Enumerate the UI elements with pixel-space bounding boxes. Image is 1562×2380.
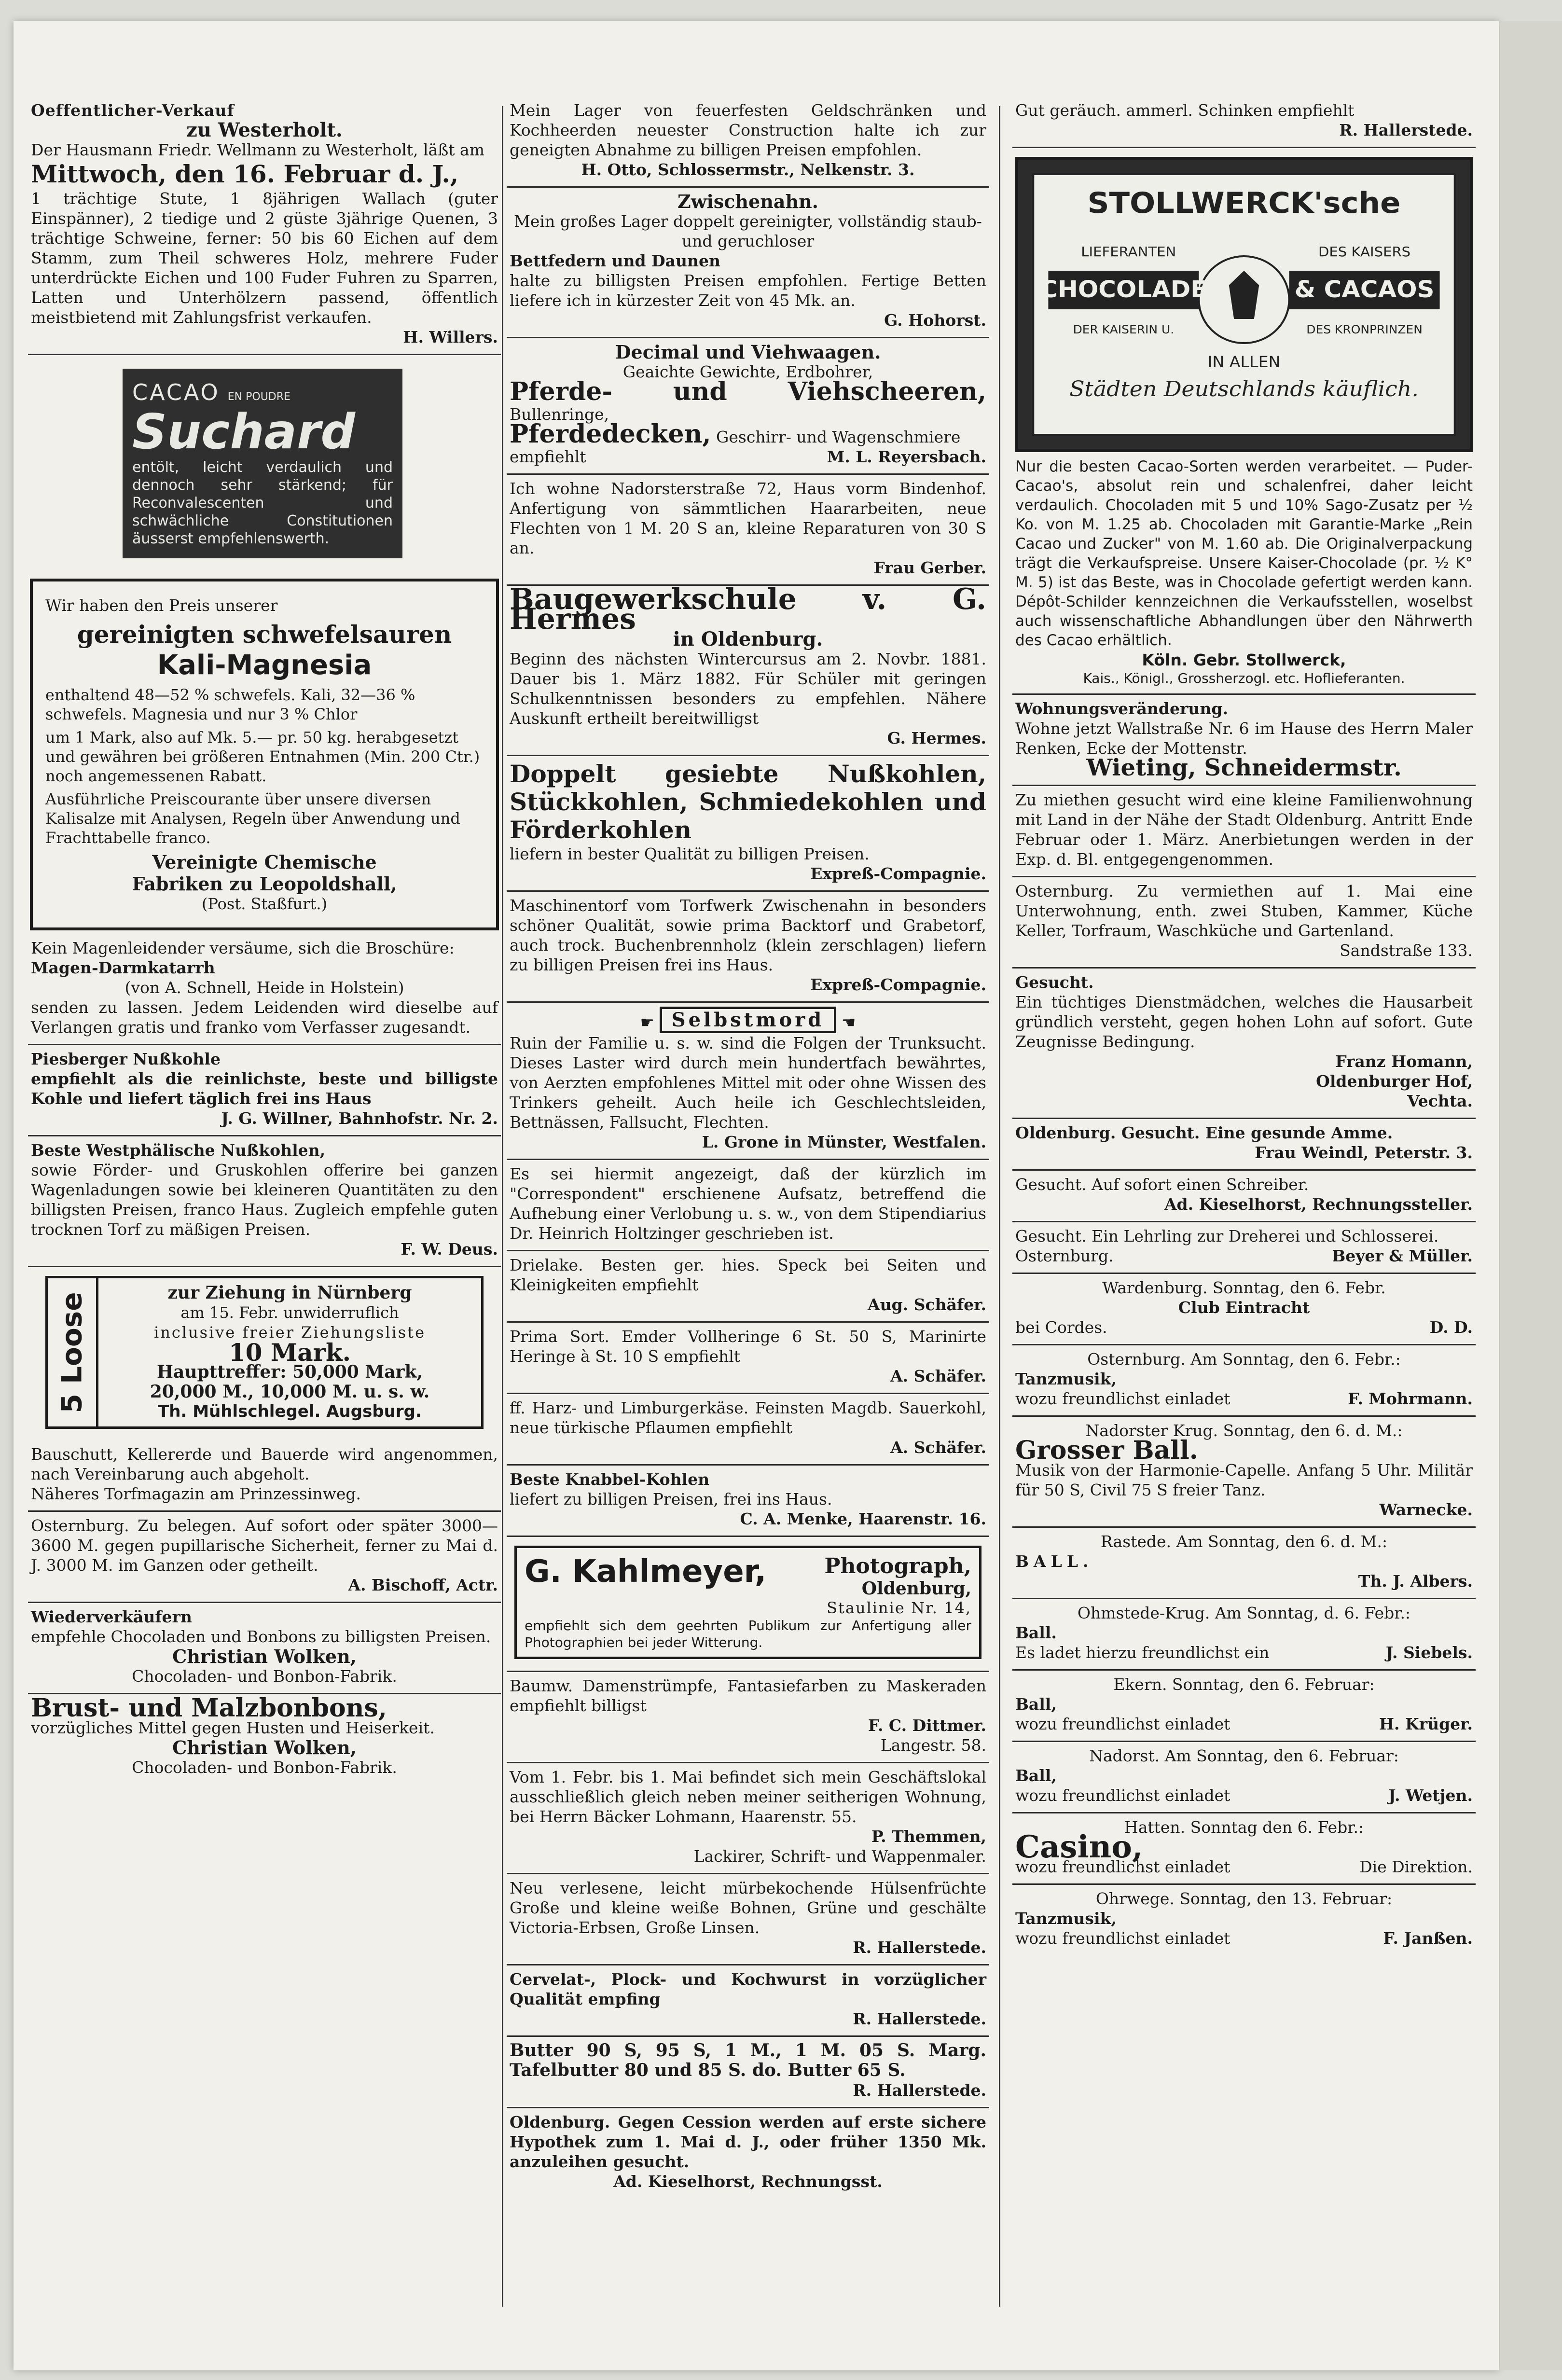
ad-text: Butter 90 S, 95 S, 1 M., 1 M. 05 S. Marg. Tafelbutter 80 und 85 S. do. Butter 65 S. — [510, 2040, 986, 2080]
ad-text: 1 trächtige Stute, 1 8jährigen Wallach (guter Einspänner), 2 tiedige und 2 güste 3jährige Quenen, 3 trächtige Schweine, ferner: 50 bis 60 Eichen auf dem Stamm, zum Theil schweres Holz, mehrere Fuder unterdrückte Eichen und 100 Fuder Fuhren zu Sparren, Latten und Unterhölzern passend, öffentlich meistbietend mit Zahlungsfrist verkaufen. — [31, 189, 498, 327]
ad-signature: G. Hermes. — [887, 729, 986, 747]
ad-loose — [28, 1267, 501, 1440]
ad-head: Ohmstede-Krug. Am Sonntag, d. 6. Febr.: — [1077, 1604, 1411, 1622]
ad-text: inclusive freier Ziehungsliste — [154, 1323, 426, 1342]
ad-text: Ich wohne Nadorsterstraße 72, Haus vorm Bindenhof. Anfertigung von sämmtlichen Haararbeiten, neue Flechten von 1 M. 20 S an, kleine Reparaturen von 30 S an. — [510, 479, 986, 557]
ad-signature: F. C. Dittmer. — [868, 1716, 986, 1735]
ad-title: G. Kahlmeyer, — [525, 1554, 767, 1590]
column-3 — [1012, 97, 1476, 1955]
ad-vermiethen — [1012, 877, 1476, 969]
ad-express-kohlen — [507, 756, 989, 892]
ad-ball-nadorst — [1012, 1742, 1476, 1813]
ad-signature: H. Otto, Schlossermstr., Nelkenstr. 3. — [581, 160, 915, 179]
ad-head: Nadorst. Am Sonntag, den 6. Februar: — [1089, 1746, 1399, 1765]
stollwerck-in-allen: IN ALLEN — [1207, 353, 1281, 371]
ad-text: empfehle Chocoladen und Bonbons zu billigsten Preisen. — [31, 1627, 491, 1646]
ad-title: Gesucht. — [1015, 973, 1094, 992]
ad-head: Osternburg. Am Sonntag, den 6. Febr.: — [1087, 1350, 1401, 1369]
ad-text: Osternburg. Zu vermiethen auf 1. Mai eine Unterwohnung, enth. zwei Stuben, Kammer, Küche Keller, Torfraum, Waschküche und Gartenland. — [1015, 882, 1473, 940]
ad-text: Lackirer, Schrift- und Wappenmaler. — [693, 1847, 986, 1866]
ad-text: Der Hausmann Friedr. Wellmann zu Westerholt, läßt am — [31, 140, 484, 159]
ad-signature: Chocoladen- und Bonbon-Fabrik. — [132, 1667, 397, 1686]
suchard-en-poudre: EN POUDRE — [227, 391, 290, 403]
ad-lehrling — [1012, 1222, 1476, 1274]
ad-osternburg — [28, 1512, 501, 1603]
ad-dittmer — [507, 1672, 989, 1763]
ad-head: Ohrwege. Sonntag, den 13. Februar: — [1095, 1889, 1393, 1908]
ad-text: Cervelat-, Plock- und Kochwurst in vorzüglicher Qualität empfing — [510, 1970, 986, 2008]
pointing-hand-icon: ☛ — [640, 1012, 655, 1032]
ad-title: Kali-Magnesia — [157, 650, 372, 681]
ad-hallerstede-2 — [507, 1965, 989, 2037]
ad-selbstmord — [507, 1003, 989, 1160]
ad-hallerstede-3 — [507, 2037, 989, 2108]
ad-signature: A. Bischoff, Actr. — [348, 1576, 498, 1594]
suchard-logo-block — [123, 369, 402, 558]
ad-text: liefert zu billigen Preisen, frei ins Haus. — [510, 1490, 832, 1508]
ad-signature: Ad. Kieselhorst, Rechnungssteller. — [1164, 1195, 1473, 1214]
ad-signature: Expreß-Compagnie. — [810, 864, 986, 883]
ad-title: Piesberger Nußkohle — [31, 1050, 221, 1068]
ad-grosser-ball — [1012, 1417, 1476, 1528]
ad-text: Staulinie Nr. 14, — [827, 1599, 971, 1617]
ad-text: Geschirr- und Wagenschmiere — [716, 428, 961, 446]
ad-title: Brust- und Malzbonbons, — [31, 1693, 387, 1723]
suchard-brand: Suchard — [132, 403, 356, 460]
ad-text: Oldenburg. Gegen Cession werden auf erste sichere Hypothek zum 1. Mai d. J., oder früher 1350 Mk. anzuleihen gesucht. — [510, 2113, 986, 2171]
ad-title: BALL. — [1015, 1552, 1093, 1571]
ad-miethen — [1012, 786, 1476, 877]
stollwerck-staedten: Städten Deutschlands käuflich. — [1069, 376, 1419, 401]
ad-signature: Christian Wolken, — [172, 1737, 357, 1758]
ad-gerber — [507, 475, 989, 586]
ad-text: Es sei hiermit angezeigt, daß der kürzlich im "Correspondent" erschienene Aufsatz, betreffend die Aufhebung einer Verlobung u. s. w., von dem Stipendiarius Dr. Heinrich Holtzinger geschrieben ist. — [510, 1164, 986, 1243]
ad-hallerstede-1 — [507, 1874, 989, 1965]
ad-firm: (Post. Staßfurt.) — [201, 895, 328, 913]
ad-text: Langestr. 58. — [880, 1736, 986, 1755]
ad-head: Ekern. Sonntag, den 6. Februar: — [1113, 1675, 1375, 1694]
ad-title: Beste Westphälische Nußkohlen, — [31, 1141, 326, 1160]
ad-signature: Köln. Gebr. Stollwerck, — [1142, 650, 1346, 669]
ad-signature: G. Hohorst. — [884, 311, 986, 330]
ad-signature: R. Hallerstede. — [853, 2081, 986, 2100]
ad-ball-ekern — [1012, 1671, 1476, 1742]
column-rule — [502, 106, 503, 2307]
ad-title: Ball. — [1015, 1623, 1057, 1642]
ad-title: Baugewerkschule v. G. Hermes — [510, 582, 986, 636]
ad-title: Pferde- und Viehscheeren, — [510, 377, 986, 406]
ad-text: zur Ziehung in Nürnberg — [167, 1283, 412, 1303]
ad-text: um 1 Mark, also auf Mk. 5.— pr. 50 kg. herabgesetzt und gewähren bei größeren Entnahmen (Min. 200 Ctr.) noch angemessenen Rabatt. — [45, 728, 480, 785]
ad-text: Ausführliche Preiscourante über unsere diversen Kalisalze mit Analysen, Regeln über Anwendung und Frachttabelle franco. — [45, 790, 460, 847]
ad-signature: R. Hallerstede. — [853, 1938, 986, 1957]
ad-gesucht — [1012, 969, 1476, 1119]
ad-westph — [28, 1136, 501, 1267]
ad-text: wozu freundlichst einladet — [1015, 1857, 1230, 1876]
ad-signature: J. G. Willner, Bahnhofstr. Nr. 2. — [221, 1109, 498, 1128]
ad-signature: Franz Homann, — [1335, 1052, 1473, 1071]
ad-signature: A. Schäfer. — [890, 1438, 986, 1457]
ad-title: Tanzmusik, — [1015, 1370, 1117, 1388]
ad-signature: C. A. Menke, Haarenstr. 16. — [740, 1509, 986, 1528]
ad-signature: P. Themmen, — [871, 1827, 986, 1846]
ad-text: Haupttreffer: 50,000 Mark, — [157, 1362, 423, 1382]
ad-schreiber — [1012, 1171, 1476, 1222]
stollwerck-cacaos: & CACAOS — [1294, 276, 1435, 303]
ad-text: Näheres Torfmagazin am Prinzessinweg. — [31, 1484, 361, 1503]
ad-title: Club Eintracht — [1178, 1298, 1310, 1317]
ad-bauschutt — [28, 1440, 501, 1512]
ad-themmen — [507, 1763, 989, 1874]
ad-text: Osternburg. — [1015, 1246, 1114, 1265]
ad-text: Prima Sort. Emder Vollheringe 6 St. 50 S, Marinirte Heringe à St. 10 S empfiehlt — [510, 1327, 986, 1366]
ad-text: Neu verlesene, leicht mürbekochende Hülsenfrüchte Große und kleine weiße Bohnen, Grüne und geschälte Victoria-Erbsen, Große Linsen. — [510, 1879, 986, 1937]
ad-text: Th. Mühlschlegel. Augsburg. — [158, 1402, 422, 1421]
ad-signature: H. Krüger. — [1379, 1715, 1473, 1733]
ad-text: wozu freundlichst einladet — [1015, 1929, 1230, 1948]
ad-text: Vom 1. Febr. bis 1. Mai befindet sich mein Geschäftslokal ausschließlich gleich neben meiner seitherigen Wohnung, bei Herrn Bäcker Lohmann, Haarenstr. 55. — [510, 1768, 986, 1826]
ad-signature: Aug. Schäfer. — [868, 1295, 986, 1314]
ad-text: Geaichte Gewichte, Erdbohrer, — [622, 362, 873, 381]
stollwerck-chocolade: CHOCOLADE — [1040, 276, 1207, 303]
ad-wiederverkaeufer — [28, 1603, 501, 1694]
ad-title: Wohnungsveränderung. — [1015, 699, 1228, 718]
ad-kieselhorst — [507, 2108, 989, 2198]
ad-head: Nadorster Krug. Sonntag, den 6. d. M.: — [1085, 1421, 1403, 1440]
ad-club-eintracht — [1012, 1274, 1476, 1345]
ad-stollwerck — [1012, 148, 1476, 695]
stollwerck-kaiserin: DER KAISERIN U. — [1073, 322, 1175, 336]
ad-text: Es ladet hierzu freundlichst ein — [1015, 1643, 1270, 1662]
stollwerck-emblem — [1018, 160, 1470, 449]
ad-title: Selbstmord — [660, 1007, 837, 1033]
suchard-text: entölt, leicht verdaulich und dennoch sehr stärkend; für Reconvalescenten und schwächliche Constitutionen äusserst empfehlenswerth. — [132, 459, 393, 547]
ad-title: Ball, — [1015, 1695, 1057, 1714]
ad-text: Oldenburg, — [861, 1578, 971, 1599]
ad-schinken — [1012, 97, 1476, 148]
ad-signature: Frau Gerber. — [873, 558, 986, 577]
ad-text: bei Cordes. — [1015, 1318, 1107, 1337]
ad-casino — [1012, 1813, 1476, 1885]
ad-text: enthaltend 48—52 % schwefels. Kali, 32—36 % schwefels. Magnesia und nur 3 % Chlor — [45, 686, 415, 723]
ad-amme — [1012, 1119, 1476, 1171]
ad-magen — [28, 934, 501, 1045]
ad-title: Ball, — [1015, 1766, 1057, 1785]
ad-signature: Die Direktion. — [1359, 1857, 1473, 1876]
ad-signature: R. Hallerstede. — [853, 2009, 986, 2028]
ad-signature: Oldenburger Hof, — [1316, 1072, 1473, 1091]
ad-text: Musik von der Harmonie-Capelle. Anfang 5 Uhr. Militär für 50 S, Civil 75 S freier Tanz. — [1015, 1461, 1473, 1499]
ad-firm: Vereinigte Chemische — [152, 851, 377, 873]
ad-public-sale — [28, 97, 501, 355]
ad-signature: Ad. Kieselhorst, Rechnungsst. — [613, 2172, 883, 2191]
ad-signature: Wieting, Schneidermstr. — [1086, 754, 1402, 781]
ad-tanzmusik-1 — [1012, 1345, 1476, 1417]
ad-subtitle: zu Westerholt. — [186, 119, 343, 141]
lottery-box — [45, 1276, 484, 1429]
ad-signature: L. Grone in Münster, Westfalen. — [702, 1133, 986, 1151]
ad-hermes — [507, 582, 989, 756]
ad-hohorst — [507, 188, 989, 338]
ad-signature: A. Schäfer. — [890, 1367, 986, 1385]
ad-text: vorzügliches Mittel gegen Husten und Heiserkeit. — [31, 1718, 435, 1737]
ad-text: Photograph, — [824, 1554, 971, 1578]
column-rule — [999, 106, 1000, 2307]
ad-text: Zu miethen gesucht wird eine kleine Familienwohnung mit Land in der Nähe der Stadt Oldenburg. Antritt Ende Februar oder 1. März. Anerbietungen werden in der Exp. d. Bl. entgegengenommen. — [1015, 790, 1473, 869]
ad-wieting — [1012, 695, 1476, 786]
ad-signature: F. Janßen. — [1383, 1929, 1473, 1948]
page-edge — [1500, 21, 1562, 2370]
ad-signature: Expreß-Compagnie. — [810, 975, 986, 994]
ad-text: Maschinentorf vom Torfwerk Zwischenahn in besonders schöner Qualität, sowie prima Backtorf und Grabetorf, auch trock. Buchenbrennholz (klein zerschlagen) liefern zu billigen Preisen frei ins Haus. — [510, 896, 986, 974]
ad-title: Grosser Ball. — [1015, 1436, 1198, 1465]
ad-signature: Frau Weindl, Peterstr. 3. — [1255, 1143, 1473, 1162]
ad-kali-magnesia — [30, 579, 499, 930]
ad-brust — [28, 1694, 501, 1784]
ad-text: Nur die besten Cacao-Sorten werden verarbeitet. — Puder-Cacao's, absolut rein und schalenfrei, daher leicht verdaulich. Chocoladen mit 5 und 10% Sago-Zusatz per ½ Ko. von M. 1.25 ab. Chocoladen mit Garantie-Marke „Rein Cacao und Zucker" von M. 1.60 ab. Die Originalverpackung trägt die Verkaufspreise. Unsere Kaiser-Chocolade (pr. ½ K° M. 5) ist das Beste, was in Chocolade gefertigt werden kann. Dépôt-Schilder kennzeichnen die Verkaufsstellen, woselbst auch wissenschaftliche Abhandlungen über den Nährwerth des Cacao erhältlich. — [1015, 458, 1473, 649]
ad-signature: F. Mohrmann. — [1348, 1389, 1473, 1408]
ad-text: Osternburg. Zu belegen. Auf sofort oder später 3000—3600 M. gegen pupillarische Sicherheit, ferner zu Mai d. J. 3000 M. im Ganzen oder getheilt. — [31, 1516, 498, 1575]
ad-title: Doppelt gesiebte Nußkohlen, Stückkohlen, Schmiedekohlen und Förderkohlen — [510, 760, 986, 844]
ad-head: Rastede. Am Sonntag, den 6. d. M.: — [1100, 1532, 1388, 1551]
ad-schaefer-heringe — [507, 1323, 989, 1394]
ad-text: senden zu lassen. Jedem Leidenden wird dieselbe auf Verlangen gratis und franko vom Verfasser zugesandt. — [31, 998, 498, 1037]
ad-text: am 15. Febr. unwiderruflich — [180, 1303, 399, 1322]
ad-title: Pferdedecken, — [510, 419, 711, 449]
ad-text: Oldenburg. Gesucht. Eine gesunde Amme. — [1015, 1123, 1393, 1142]
suchard-cacao: CACAO — [132, 379, 220, 405]
ad-signature: Christian Wolken, — [172, 1646, 357, 1667]
ad-menke — [507, 1466, 989, 1537]
ad-title: Magen-Darmkatarrh — [31, 958, 215, 977]
ad-text: wozu freundlichst einladet — [1015, 1715, 1230, 1733]
ad-text: Beginn des nächsten Wintercursus am 2. Novbr. 1881. Dauer bis 1. März 1882. Für Schüler mit geringen Schulkenntnissen besonders zu empfehlen. Nähere Auskunft ertheilt bereitwilligst — [510, 650, 986, 728]
stollwerck-logo — [1015, 157, 1473, 452]
ad-title: Oeffentlicher-Verkauf — [31, 101, 235, 120]
column-2 — [507, 97, 989, 2198]
ad-signature: J. Wetjen. — [1388, 1786, 1473, 1805]
ad-text: (von A. Schnell, Heide in Holstein) — [124, 978, 404, 997]
ad-title: Tanzmusik, — [1015, 1909, 1117, 1928]
ad-signature: Vechta. — [1407, 1092, 1473, 1110]
ad-text: Bullenringe, — [510, 405, 609, 424]
ad-kahlmeyer — [507, 1537, 989, 1672]
stollwerck-kaisers: DES KAISERS — [1318, 243, 1411, 260]
lottery-side-label: 5 Loose — [55, 1291, 88, 1413]
ad-text: liefern in bester Qualität zu billigen Preisen. — [510, 844, 870, 863]
ad-signature: Sandstraße 133. — [1340, 941, 1473, 960]
ad-signature: M. L. Reyersbach. — [827, 447, 986, 466]
ad-head: Decimal und Viehwaagen. — [615, 341, 881, 363]
ad-schaefer-kaese — [507, 1394, 989, 1466]
ad-head: Hatten. Sonntag den 6. Febr.: — [1124, 1818, 1364, 1837]
stollwerck-kronprinzen: DES KRONPRINZEN — [1306, 322, 1423, 336]
ad-firm: Fabriken zu Leopoldshall, — [132, 873, 397, 895]
ad-text: Gut geräuch. ammerl. Schinken empfiehlt — [1015, 101, 1355, 120]
ad-signature: Beyer & Müller. — [1332, 1246, 1473, 1265]
ad-text: Baumw. Damenstrümpfe, Fantasiefarben zu Maskeraden empfiehlt billigst — [510, 1676, 986, 1715]
ad-suchard — [28, 355, 501, 575]
ad-title: gereinigten schwefelsauren — [77, 620, 452, 649]
pointing-hand-icon: ☚ — [841, 1012, 856, 1032]
ad-signature: R. Hallerstede. — [1339, 121, 1473, 139]
ad-head: Wardenburg. Sonntag, den 6. Febr. — [1102, 1278, 1386, 1297]
ad-title: Casino, — [1015, 1829, 1143, 1865]
column-1 — [28, 97, 501, 1784]
ad-text: empfiehlt sich dem geehrten Publikum zur Anfertigung aller Photographien bei jeder Witterung. — [525, 1618, 971, 1650]
ad-holtzinger — [507, 1160, 989, 1251]
ad-text: Ruin der Familie u. s. w. sind die Folgen der Trunksucht. Dieses Laster wird durch mein hundertfach bewährtes, von Aerzten empfohlenes Mittel mit oder ohne Wissen des Trinkers geheilt. Auch heile ich Geschlechtsleiden, Bettnässen, Fallsucht, Flechten. — [510, 1034, 986, 1132]
ad-head: Zwischenahn. — [677, 191, 818, 212]
ad-torf — [507, 892, 989, 1003]
ad-text: Ein tüchtiges Dienstmädchen, welches die Hausarbeit gründlich versteht, gegen hohen Lohn auf sofort. Gute Zeugnisse Bedingung. — [1015, 993, 1473, 1051]
ad-text: 10 Mark. — [228, 1338, 351, 1367]
stollwerck-brand: STOLLWERCK'sche — [1087, 186, 1401, 220]
ad-text: Wohne jetzt Wallstraße Nr. 6 im Hause des Herrn Maler Renken, Ecke der Mottenstr. — [1015, 719, 1473, 758]
ad-otto — [507, 97, 989, 188]
ad-text: Kein Magenleidender versäume, sich die Broschüre: — [31, 939, 455, 957]
ad-text: Gesucht. Auf sofort einen Schreiber. — [1015, 1175, 1309, 1194]
ad-tanzmusik-2 — [1012, 1885, 1476, 1955]
ad-signature: Th. J. Albers. — [1358, 1572, 1473, 1591]
ad-text: Bauschutt, Kellererde und Bauerde wird angenommen, nach Vereinbarung auch abgeholt. — [31, 1445, 498, 1483]
ad-signature: Chocoladen- und Bonbon-Fabrik. — [132, 1758, 397, 1777]
kahlmeyer-box — [514, 1546, 981, 1659]
ad-text: empfiehlt als die reinlichste, beste und billigste Kohle und liefert täglich frei ins Haus — [31, 1069, 498, 1108]
ad-text: sowie Förder- und Gruskohlen offerire bei ganzen Wagenladungen sowie bei kleineren Quantitäten zu den billigsten Preisen, franco Haus. Zugleich empfehle guten trocknen Torf zu mäßigen Preisen. — [31, 1161, 498, 1239]
ad-text: Drielake. Besten ger. hies. Speck bei Seiten und Kleinigkeiten empfiehlt — [510, 1256, 986, 1294]
ad-title: Bettfedern und Daunen — [510, 251, 721, 270]
ad-text: Mein großes Lager doppelt gereinigter, vollständig staub- und geruchloser — [514, 212, 982, 250]
ad-text: Gesucht. Ein Lehrling zur Dreherei und Schlosserei. — [1015, 1227, 1439, 1245]
ad-schaefer-speck — [507, 1251, 989, 1323]
ad-text: wozu freundlichst einladet — [1015, 1786, 1230, 1805]
ad-text: Kais., Königl., Grossherzogl. etc. Hoflieferanten. — [1083, 670, 1405, 686]
ad-text: halte zu billigsten Preisen empfohlen. Fertige Betten liefere ich in kürzester Zeit von 45 Mk. an. — [510, 271, 986, 310]
ad-signature: J. Siebels. — [1385, 1643, 1473, 1662]
ad-text: wozu freundlichst einladet — [1015, 1389, 1230, 1408]
ad-text: Mein Lager von feuerfesten Geldschränken und Kochheerden neuester Construction halte ich zur geneigten Abnahme zu billigen Preisen empfohlen. — [510, 101, 986, 159]
ad-reyersbach — [507, 338, 989, 475]
ad-piesberger — [28, 1045, 501, 1136]
ad-signature: Warnecke. — [1379, 1500, 1473, 1519]
ad-signature: D. D. — [1429, 1318, 1473, 1337]
ad-ball-ohmstede — [1012, 1599, 1476, 1671]
ad-signature: H. Willers. — [403, 328, 498, 346]
ad-date: Mittwoch, den 16. Februar d. J., — [31, 160, 459, 188]
ad-subtitle: in Oldenburg. — [673, 628, 823, 650]
ad-ball-rastede — [1012, 1528, 1476, 1599]
ad-text: ff. Harz- und Limburgerkäse. Feinsten Magdb. Sauerkohl, neue türkische Pflaumen empfiehlt — [510, 1398, 986, 1437]
ad-title: Beste Knabbel-Kohlen — [510, 1470, 710, 1489]
ad-text: empfiehlt — [510, 447, 586, 466]
stollwerck-lieferanten: LIEFERANTEN — [1081, 243, 1176, 260]
ad-text: 20,000 M., 10,000 M. u. s. w. — [150, 1382, 430, 1402]
lottery-side — [48, 1278, 98, 1426]
ad-signature: F. W. Deus. — [401, 1240, 498, 1259]
ad-title: Wiederverkäufern — [31, 1607, 192, 1626]
ad-text: Wir haben den Preis unserer — [45, 596, 278, 615]
